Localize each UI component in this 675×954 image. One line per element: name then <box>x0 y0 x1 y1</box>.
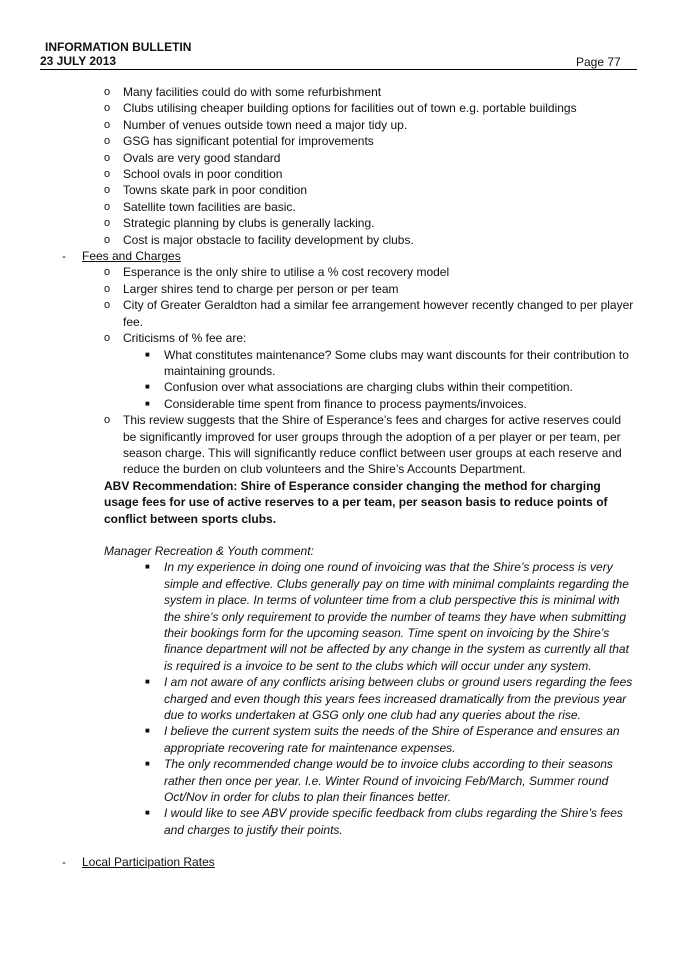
local-heading-row <box>0 854 675 870</box>
circle-bullet-icon: o <box>104 118 111 131</box>
list-item: o Clubs utilising cheaper building options for facilities out of town e.g. portable buildings <box>104 101 577 116</box>
list-item: o School ovals in poor condition <box>104 167 283 182</box>
list-item: o Criticisms of % fee are: <box>104 331 247 346</box>
dash-bullet-icon: - <box>62 249 66 264</box>
manager-comments-list <box>0 559 675 838</box>
list-item: o Number of venues outside town need a major tidy up. <box>104 117 408 132</box>
circle-bullet-icon: o <box>104 266 111 279</box>
bulletin-title: INFORMATION BULLETIN <box>45 40 192 54</box>
fees-heading-row <box>0 248 675 264</box>
circle-bullet-icon: o <box>104 332 111 345</box>
abv-recommendation: ABV Recommendation: Shire of Esperance consider changing the method for charging usage fees for use of active reserves to a per team, per season basis to reduce points of conflict between sports clubs. <box>104 478 608 526</box>
circle-bullet-icon: o <box>104 184 111 197</box>
square-bullet-icon: ■ <box>145 349 150 359</box>
fees-list <box>0 264 675 477</box>
list-item: o Esperance is the only shire to utilise a % cost recovery model <box>104 265 450 280</box>
dash-bullet-icon: - <box>62 855 66 870</box>
list-item: o GSG has significant potential for improvements <box>104 134 374 149</box>
page-number: Page 77 <box>576 55 621 69</box>
criticisms-list <box>0 347 675 413</box>
list-item: o City of Greater Geraldton had a similar fee arrangement however recently changed to per player fee. <box>104 298 634 329</box>
spacer <box>0 527 675 543</box>
list-item: o Larger shires tend to charge per person or per team <box>104 281 399 296</box>
square-bullet-icon: ■ <box>145 398 150 408</box>
manager-heading: Manager Recreation & Youth comment: <box>104 543 314 558</box>
square-bullet-icon: ■ <box>145 726 150 736</box>
facilities-list <box>0 84 675 248</box>
circle-bullet-icon: o <box>104 217 111 230</box>
list-item: ■ The only recommended change would be to invoice clubs according to their seasons rather then once per year. I.e. Winter Round of invoicing Feb/March, Summer round Oct/Nov in order for clubs to plan their finances better. <box>145 757 613 805</box>
list-item: ■ In my experience in doing one round of invoicing was that the Shire’s process is very simple and effective. Clubs generally pay on time with minimal complaints regarding the system in place. In terms of volunteer time from a club perspective this is minimal with the shire’s only requirement to provide the number of teams they have when submitting their bookings form for the upcoming season. Time spent on invoicing by the Shire’s finance department will not be affected by any change in the system as currently all that is required is a invoice to be sent to the clubs which will occur under any system. <box>145 560 629 673</box>
local-participation-heading: Local Participation Rates <box>82 855 215 870</box>
square-bullet-icon: ■ <box>145 808 150 818</box>
square-bullet-icon: ■ <box>145 562 150 572</box>
list-item: ■ What constitutes maintenance? Some clubs may want discounts for their contribution to maintaining grounds. <box>145 347 629 378</box>
circle-bullet-icon: o <box>104 135 111 148</box>
list-item <box>0 412 675 478</box>
circle-bullet-icon: o <box>104 86 111 98</box>
circle-bullet-icon: o <box>104 168 111 181</box>
list-item: o Cost is major obstacle to facility development by clubs. <box>104 232 414 247</box>
circle-bullet-icon: o <box>104 282 111 295</box>
list-item: o Towns skate park in poor condition <box>104 183 308 198</box>
review-paragraph: This review suggests that the Shire of Esperance’s fees and charges for active reserves could be significantly improved for user groups through the adoption of a per player or per team, per season charge. This will significantly reduce conflict between user groups at each reserve and reduce the burden on club volunteers and the Shire’s Accounts Department. <box>123 413 622 477</box>
circle-bullet-icon: o <box>104 151 111 164</box>
list-item: o Satellite town facilities are basic. <box>104 199 296 214</box>
list-item: o Strategic planning by clubs is generally lacking. <box>104 216 375 231</box>
list-item: ■ Confusion over what associations are charging clubs within their competition. <box>145 380 573 395</box>
list-item: ■ Considerable time spent from finance to process payments/invoices. <box>145 396 527 411</box>
spacer <box>0 838 675 854</box>
document-body <box>0 84 675 871</box>
circle-bullet-icon: o <box>104 414 111 427</box>
fees-heading: Fees and Charges <box>82 249 181 264</box>
square-bullet-icon: ■ <box>145 759 150 769</box>
square-bullet-icon: ■ <box>145 382 150 392</box>
bulletin-date: 23 JULY 2013 <box>40 54 117 68</box>
square-bullet-icon: ■ <box>145 677 150 687</box>
list-item: o Many facilities could do with some refurbishment <box>104 85 382 99</box>
circle-bullet-icon: o <box>104 102 111 115</box>
circle-bullet-icon: o <box>104 299 111 312</box>
circle-bullet-icon: o <box>104 200 111 213</box>
list-item: o Ovals are very good standard <box>104 150 281 165</box>
list-item: ■ I am not aware of any conflicts arising between clubs or ground users regarding the fees charged and even though this years fees increased dramatically from the previous year due to works undertaken at GSG only one club had any queries about the rise. <box>145 675 633 723</box>
list-item: ■ I would like to see ABV provide specific feedback from clubs regarding the Shire’s fees and charges to justify their points. <box>145 806 623 837</box>
list-item: ■ I believe the current system suits the needs of the Shire of Esperance and ensures an appropriate recovering rate for maintenance expenses. <box>145 724 620 755</box>
header-rule <box>40 69 637 70</box>
circle-bullet-icon: o <box>104 233 111 246</box>
